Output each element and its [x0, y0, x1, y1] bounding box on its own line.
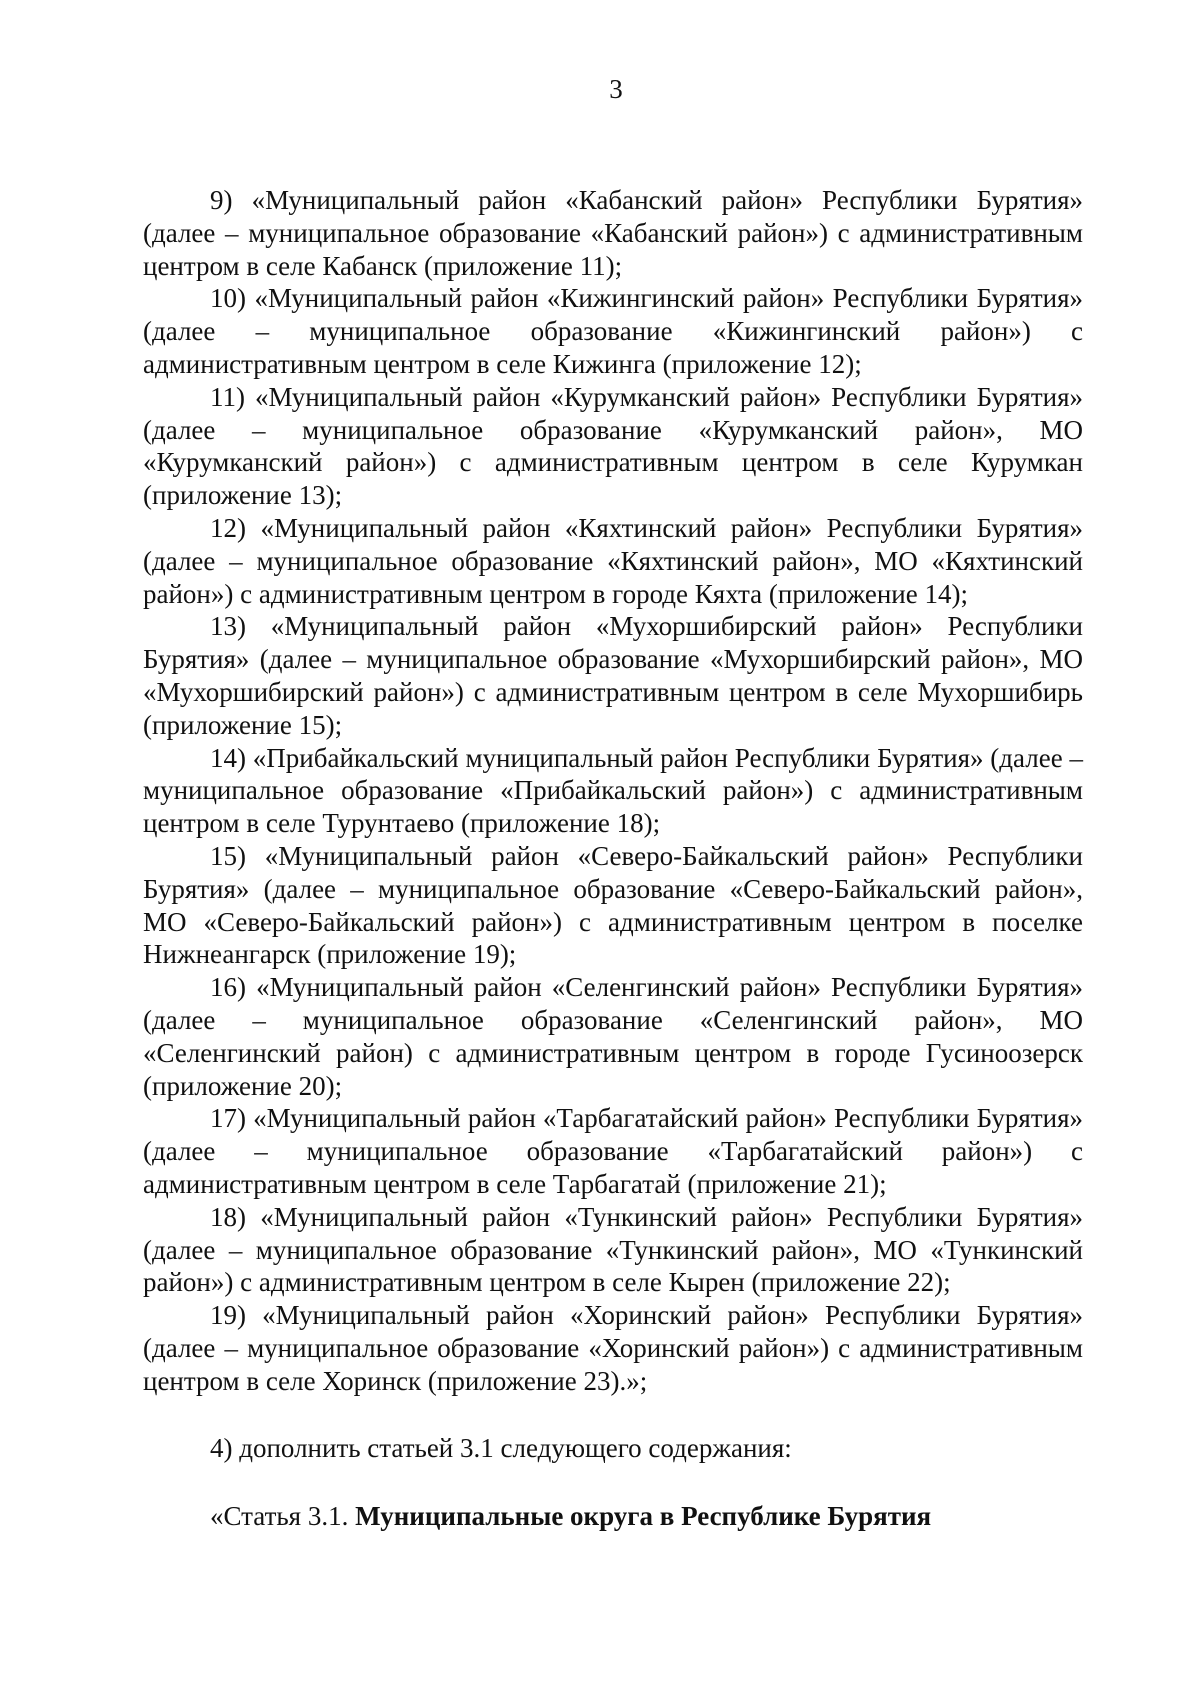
list-item-14: 14) «Прибайкальский муниципальный район Республики Бурятия» (далее – муниципальное образование «Прибайкальский район») с административным центром в селе Турунтаево (приложение 18); — [143, 742, 1083, 839]
amendment-paragraph: 4) дополнить статьей 3.1 следующего содержания: — [210, 1433, 792, 1464]
list-item-12: 12) «Муниципальный район «Кяхтинский район» Республики Бурятия» (далее – муниципальное образование «Кяхтинский район», МО «Кяхтинский район») с административным центром в городе Кяхта (приложение 14); — [143, 512, 1083, 609]
article-heading — [143, 1500, 1083, 1533]
list-item-9: 9) «Муниципальный район «Кабанский район» Республики Бурятия» (далее – муниципальное образование «Кабанский район») с административным центром в селе Кабанск (приложение 11); — [143, 185, 1083, 281]
list-item-18: 18) «Муниципальный район «Тункинский район» Республики Бурятия» (далее – муниципальное образование «Тункинский район», МО «Тункинский район») с административным центром в селе Кырен (приложение 22); — [143, 1201, 1083, 1298]
list-item-19: 19) «Муниципальный район «Хоринский район» Республики Бурятия» (далее – муниципальное образование «Хоринский район») с административным центром в селе Хоринск (приложение 23).»; — [143, 1300, 1083, 1396]
article-prefix: «Статья 3.1. — [210, 1501, 356, 1532]
list-item-17: 17) «Муниципальный район «Тарбагатайский район» Республики Бурятия» (далее – муниципальное образование «Тарбагатайский район») с административным центром в селе Тарбагатай (приложение 21); — [143, 1103, 1083, 1199]
list-item-15: 15) «Муниципальный район «Северо-Байкальский район» Республики Бурятия» (далее – муниципальное образование «Северо-Байкальский район», МО «Северо-Байкальский район») с административным центром в поселке Нижнеангарск (приложение 19); — [143, 840, 1083, 970]
article-title: Муниципальные округа в Республике Бурятия — [355, 1501, 932, 1532]
list-item-13: 13) «Муниципальный район «Мухоршибирский район» Республики Бурятия» (далее – муниципальное образование «Мухоршибирский район», МО «Мухоршибирский район») с административным центром в селе Мухоршибирь (приложение 15); — [143, 611, 1083, 740]
page-number: 3 — [609, 74, 623, 104]
list-item-16: 16) «Муниципальный район «Селенгинский район» Республики Бурятия» (далее – муниципальное образование «Селенгинский район», МО «Селенгинский район) с административным центром в городе Гусиноозерск (приложение 20); — [143, 972, 1083, 1101]
list-item-11: 11) «Муниципальный район «Курумканский район» Республики Бурятия» (далее – муниципальное образование «Курумканский район», МО «Курумканский район») с административным центром в селе Курумкан (приложение 13); — [143, 381, 1083, 511]
list-item-10: 10) «Муниципальный район «Кижингинский район» Республики Бурятия» (далее – муниципальное образование «Кижингинский район») с административным центром в селе Кижинга (приложение 12); — [143, 283, 1083, 379]
document-body — [143, 184, 1083, 1533]
